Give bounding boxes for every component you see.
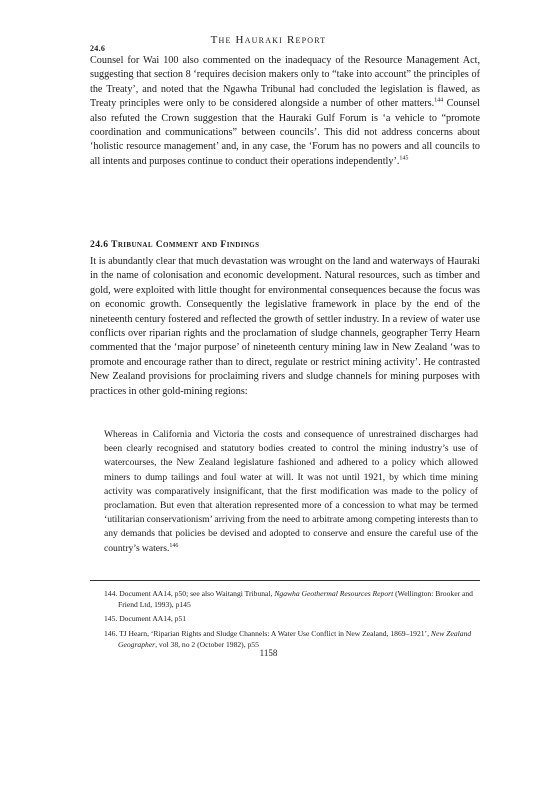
paragraph-text: Counsel for Wai 100 also commented on the inadequacy of the Resource Management Act, suggesting that section 8 ‘requires decision makers only to “take into account” the principles of the Treaty’, and noted that the Ngawha Tribunal had concluded the legislation is flawed, as Treaty principles were only to be considered alongside a number of other matters.	[90, 55, 480, 110]
page-number: 1158	[259, 648, 278, 658]
paragraph-counsel	[90, 54, 480, 169]
footnote-text: , vol 38, no 2 (October 1982), p55	[155, 639, 259, 649]
footnote-text: Document AA14, p51	[119, 614, 187, 624]
footnote-text: Document AA14, p50; see also Waitangi Tribunal,	[119, 589, 275, 598]
block-quote	[104, 428, 478, 556]
quote-text: Whereas in California and Victoria the costs and consequence of unrestrained discharges had been clearly recognised and statutory bodies created to control the mining industry’s use of watercourses, the New Zealand legislature fashioned and adhered to a policy which allowed miners to dump tailings and foul water at will. It was not until 1921, by which time mining activity was comparatively insignificant, that the first modification was made to the policy of proclamation. But even that alteration represented more of a concession to what may be termed ‘utilitarian conservationism’ arriving from the need to arbitrate among competing interests than to any demands that policies be devised and adopted to conserve and ensure the careful use of the country’s waters.	[104, 429, 478, 554]
footnote	[104, 628, 480, 650]
footnote	[104, 613, 480, 624]
footnote	[104, 588, 480, 610]
footnote-ref[interactable]: 145	[399, 155, 409, 162]
footnote-number: 145.	[104, 614, 118, 624]
footnote-text: TJ Hearn, ‘Riparian Rights and Sludge Channels: A Water Use Conflict in New Zealand, 1869–1921’,	[119, 628, 431, 638]
footnote-ref[interactable]: 146	[169, 542, 179, 549]
paragraph-text: It is abundantly clear that much devastation was wrought on the land and waterways of Hauraki in the name of colonisation and economic development. Natural resources, such as timber and gold, were exploited with little thought for environmental consequences because the focus was on economic growth. Consequently the legislative framework in place by the end of the nineteenth century fostered and reflected the growth of settler industry. In a review of water use conflicts over riparian rights and the proclamation of sludge channels, geographer Terry Hearn commented that the ‘major purpose’ of nineteenth century mining law in New Zealand ‘was to promote and encourage rather than to direct, regulate or restrict mining activity’. He contrasted New Zealand provisions for proclaiming rivers and sludge channels for mining purposes with practices in other gold-mining regions:	[90, 256, 480, 397]
running-title: The Hauraki Report	[210, 34, 327, 46]
footnote-ref[interactable]: 144	[434, 97, 444, 104]
footnote-text: (Wellington: Brooker and Friend Ltd, 1993), p145	[118, 589, 473, 610]
paragraph-text: Counsel also refuted the Crown suggestion that the Hauraki Gulf Forum is ‘a vehicle to “promote coordination and communications” between councils’. This did not address concerns about ‘holistic resource management’ and, in any case, the ‘Forum has no powers and all councils to all intents and purposes continue to conduct their operations independently’.	[90, 98, 480, 167]
footnote-title: New Zealand Geographer	[118, 628, 472, 649]
footnote-number: 144.	[104, 589, 118, 598]
section-reference: 24.6	[90, 44, 106, 53]
paragraph-findings	[90, 255, 480, 399]
footnotes	[104, 588, 480, 653]
footnote-title: Ngawha Geothermal Resources Report	[274, 589, 394, 598]
section-heading: 24.6 Tribunal Comment and Findings	[90, 239, 260, 250]
footnote-number: 146.	[104, 628, 118, 638]
footnote-divider	[90, 580, 480, 581]
